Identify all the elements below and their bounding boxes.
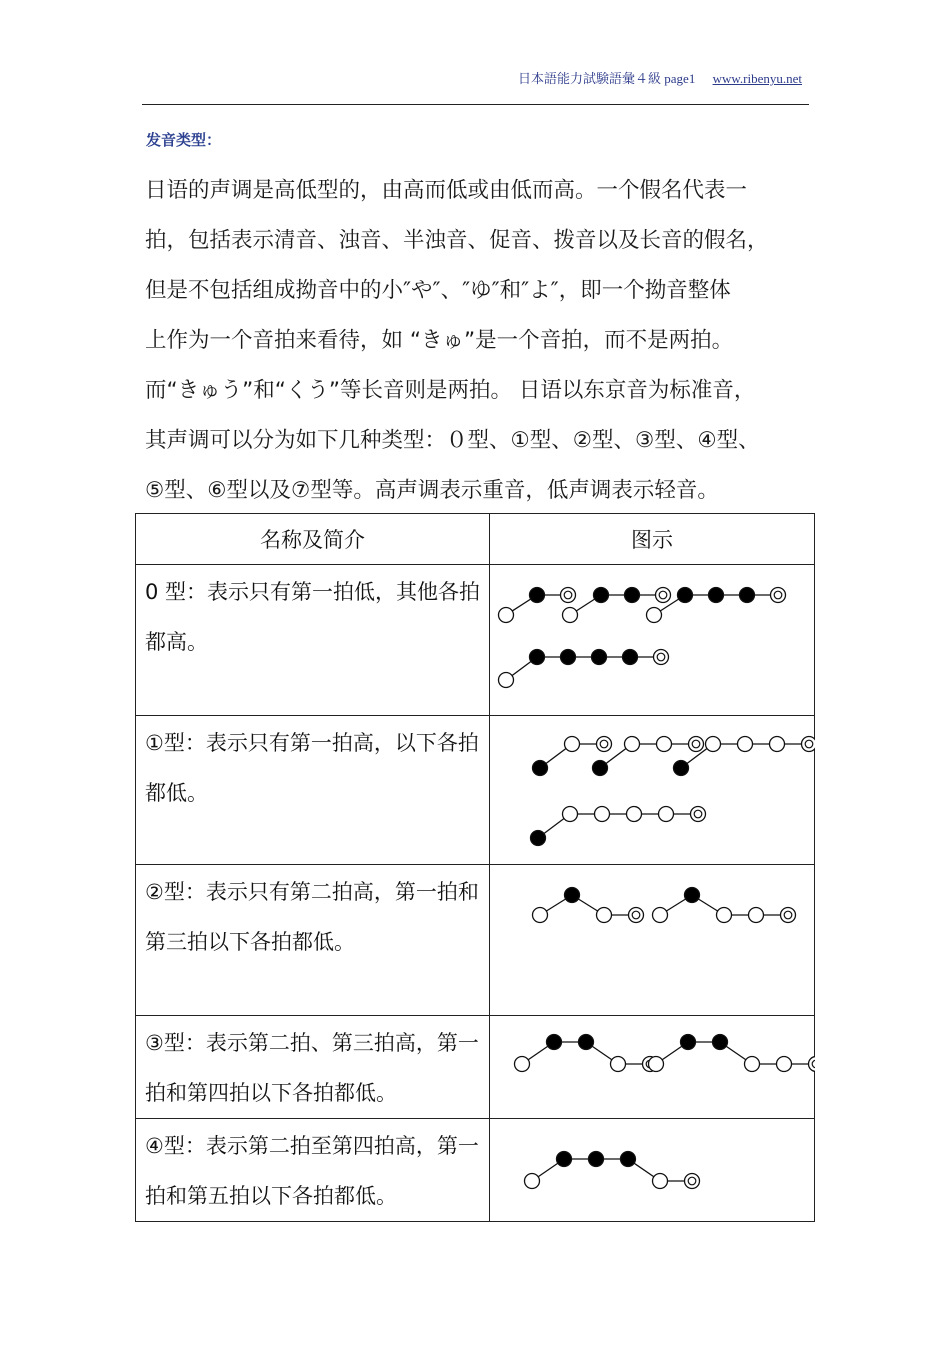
type-description (136, 565, 490, 716)
header-url-link[interactable]: www.ribenyu.net (712, 71, 802, 86)
low-mora-dot (563, 608, 578, 623)
low-mora-dot (499, 673, 514, 688)
high-mora-dot (533, 761, 548, 776)
low-mora-dot (653, 908, 668, 923)
low-mora-dot (627, 807, 642, 822)
high-mora-dot (623, 650, 638, 665)
low-mora-dot (745, 1057, 760, 1072)
type-4-label: ④型：表示第二拍至第四拍高，第一拍和第五拍以下各拍都低。 (145, 1134, 479, 1208)
high-mora-dot (530, 588, 545, 603)
low-mora-dot (717, 908, 732, 923)
particle-mora-inner-dot (692, 740, 700, 748)
table-row (136, 1119, 815, 1222)
table-row (136, 565, 815, 716)
high-mora-dot (547, 1035, 562, 1050)
high-mora-dot (621, 1152, 636, 1167)
high-mora-dot (530, 650, 545, 665)
pitch-diagram-cell (490, 1119, 815, 1222)
low-mora-dot (515, 1057, 530, 1072)
high-mora-dot (579, 1035, 594, 1050)
intro-paragraph (145, 166, 815, 516)
type-2-label: ②型：表示只有第二拍高，第一拍和第三拍以下各拍都低。 (145, 880, 479, 954)
high-mora-dot (557, 1152, 572, 1167)
pitch-diagram-cell (490, 565, 815, 716)
type-2-diagram (490, 865, 815, 1015)
low-mora-dot (499, 608, 514, 623)
low-mora-dot (770, 737, 785, 752)
type-0-diagram (490, 565, 815, 715)
intro-line: 日语的声调是高低型的，由高而低或由低而高。一个假名代表一 (145, 178, 748, 203)
particle-mora-inner-dot (774, 591, 782, 599)
type-description (136, 716, 490, 865)
low-mora-dot (525, 1174, 540, 1189)
high-mora-dot (589, 1152, 604, 1167)
particle-mora-inner-dot (694, 810, 702, 818)
header-title: 日本語能力試験語彙４級 page1 (518, 71, 696, 86)
intro-line: 而“きゅう”和“くう”等长音则是两拍。 日语以东京音为标准音， (145, 378, 756, 403)
particle-mora-inner-dot (659, 591, 667, 599)
low-mora-dot (563, 807, 578, 822)
pitch-diagram-cell (490, 1016, 815, 1119)
high-mora-dot (561, 650, 576, 665)
particle-mora-inner-dot (688, 1177, 696, 1185)
intro-line: 上作为一个音拍来看待，如 “きゅ”是一个音拍，而不是两拍。 (145, 328, 734, 353)
type-description (136, 1119, 490, 1222)
type-4-diagram (490, 1119, 815, 1218)
type-0-label: 0 型：表示只有第一拍低，其他各拍都高。 (145, 580, 481, 654)
intro-line: ⑤型、⑥型以及⑦型等。高声调表示重音，低声调表示轻音。 (145, 478, 719, 503)
low-mora-dot (625, 737, 640, 752)
intro-line: 拍，包括表示清音、浊音、半浊音、促音、拨音以及长音的假名， (145, 228, 769, 253)
type-3-diagram (490, 1016, 815, 1115)
high-mora-dot (678, 588, 693, 603)
high-mora-dot (593, 761, 608, 776)
high-mora-dot (594, 588, 609, 603)
type-3-label: ③型：表示第二拍、第三拍高，第一拍和第四拍以下各拍都低。 (145, 1031, 479, 1105)
type-description (136, 865, 490, 1016)
low-mora-dot (533, 908, 548, 923)
high-mora-dot (685, 888, 700, 903)
header-name-column: 名称及简介 (136, 514, 490, 565)
table-row (136, 1016, 815, 1119)
pitch-types-table (135, 513, 815, 1222)
header-figure-column: 图示 (490, 514, 815, 565)
low-mora-dot (738, 737, 753, 752)
high-mora-dot (625, 588, 640, 603)
high-mora-dot (565, 888, 580, 903)
type-1-label: ①型：表示只有第一拍高，以下各拍都低。 (145, 731, 479, 805)
low-mora-dot (597, 908, 612, 923)
pitch-diagram-cell (490, 865, 815, 1016)
particle-mora-inner-dot (600, 740, 608, 748)
high-mora-dot (674, 761, 689, 776)
particle-mora-inner-dot (632, 911, 640, 919)
low-mora-dot (647, 608, 662, 623)
low-mora-dot (653, 1174, 668, 1189)
high-mora-dot (713, 1035, 728, 1050)
intro-line: 但是不包括组成拗音中的小″や″、″ゆ″和″よ″，即一个拗音整体 (145, 278, 731, 303)
page-header (518, 68, 802, 87)
particle-mora-inner-dot (805, 740, 813, 748)
low-mora-dot (611, 1057, 626, 1072)
particle-mora-inner-dot (564, 591, 572, 599)
high-mora-dot (740, 588, 755, 603)
table-row (136, 865, 815, 1016)
type-description (136, 1016, 490, 1119)
low-mora-dot (565, 737, 580, 752)
low-mora-dot (649, 1057, 664, 1072)
high-mora-dot (681, 1035, 696, 1050)
low-mora-dot (749, 908, 764, 923)
low-mora-dot (595, 807, 610, 822)
high-mora-dot (531, 831, 546, 846)
particle-mora-inner-dot (812, 1060, 815, 1068)
low-mora-dot (659, 807, 674, 822)
table-row (136, 716, 815, 865)
particle-mora-inner-dot (784, 911, 792, 919)
low-mora-dot (777, 1057, 792, 1072)
high-mora-dot (709, 588, 724, 603)
low-mora-dot (706, 737, 721, 752)
table-header-row (136, 514, 815, 565)
particle-mora-inner-dot (657, 653, 665, 661)
type-1-diagram (490, 716, 815, 864)
high-mora-dot (592, 650, 607, 665)
section-title: 发音类型： (146, 131, 222, 149)
intro-line: 其声调可以分为如下几种类型：０型、①型、②型、③型、④型、 (145, 428, 760, 453)
low-mora-dot (657, 737, 672, 752)
pitch-diagram-cell (490, 716, 815, 865)
header-divider (142, 104, 809, 105)
